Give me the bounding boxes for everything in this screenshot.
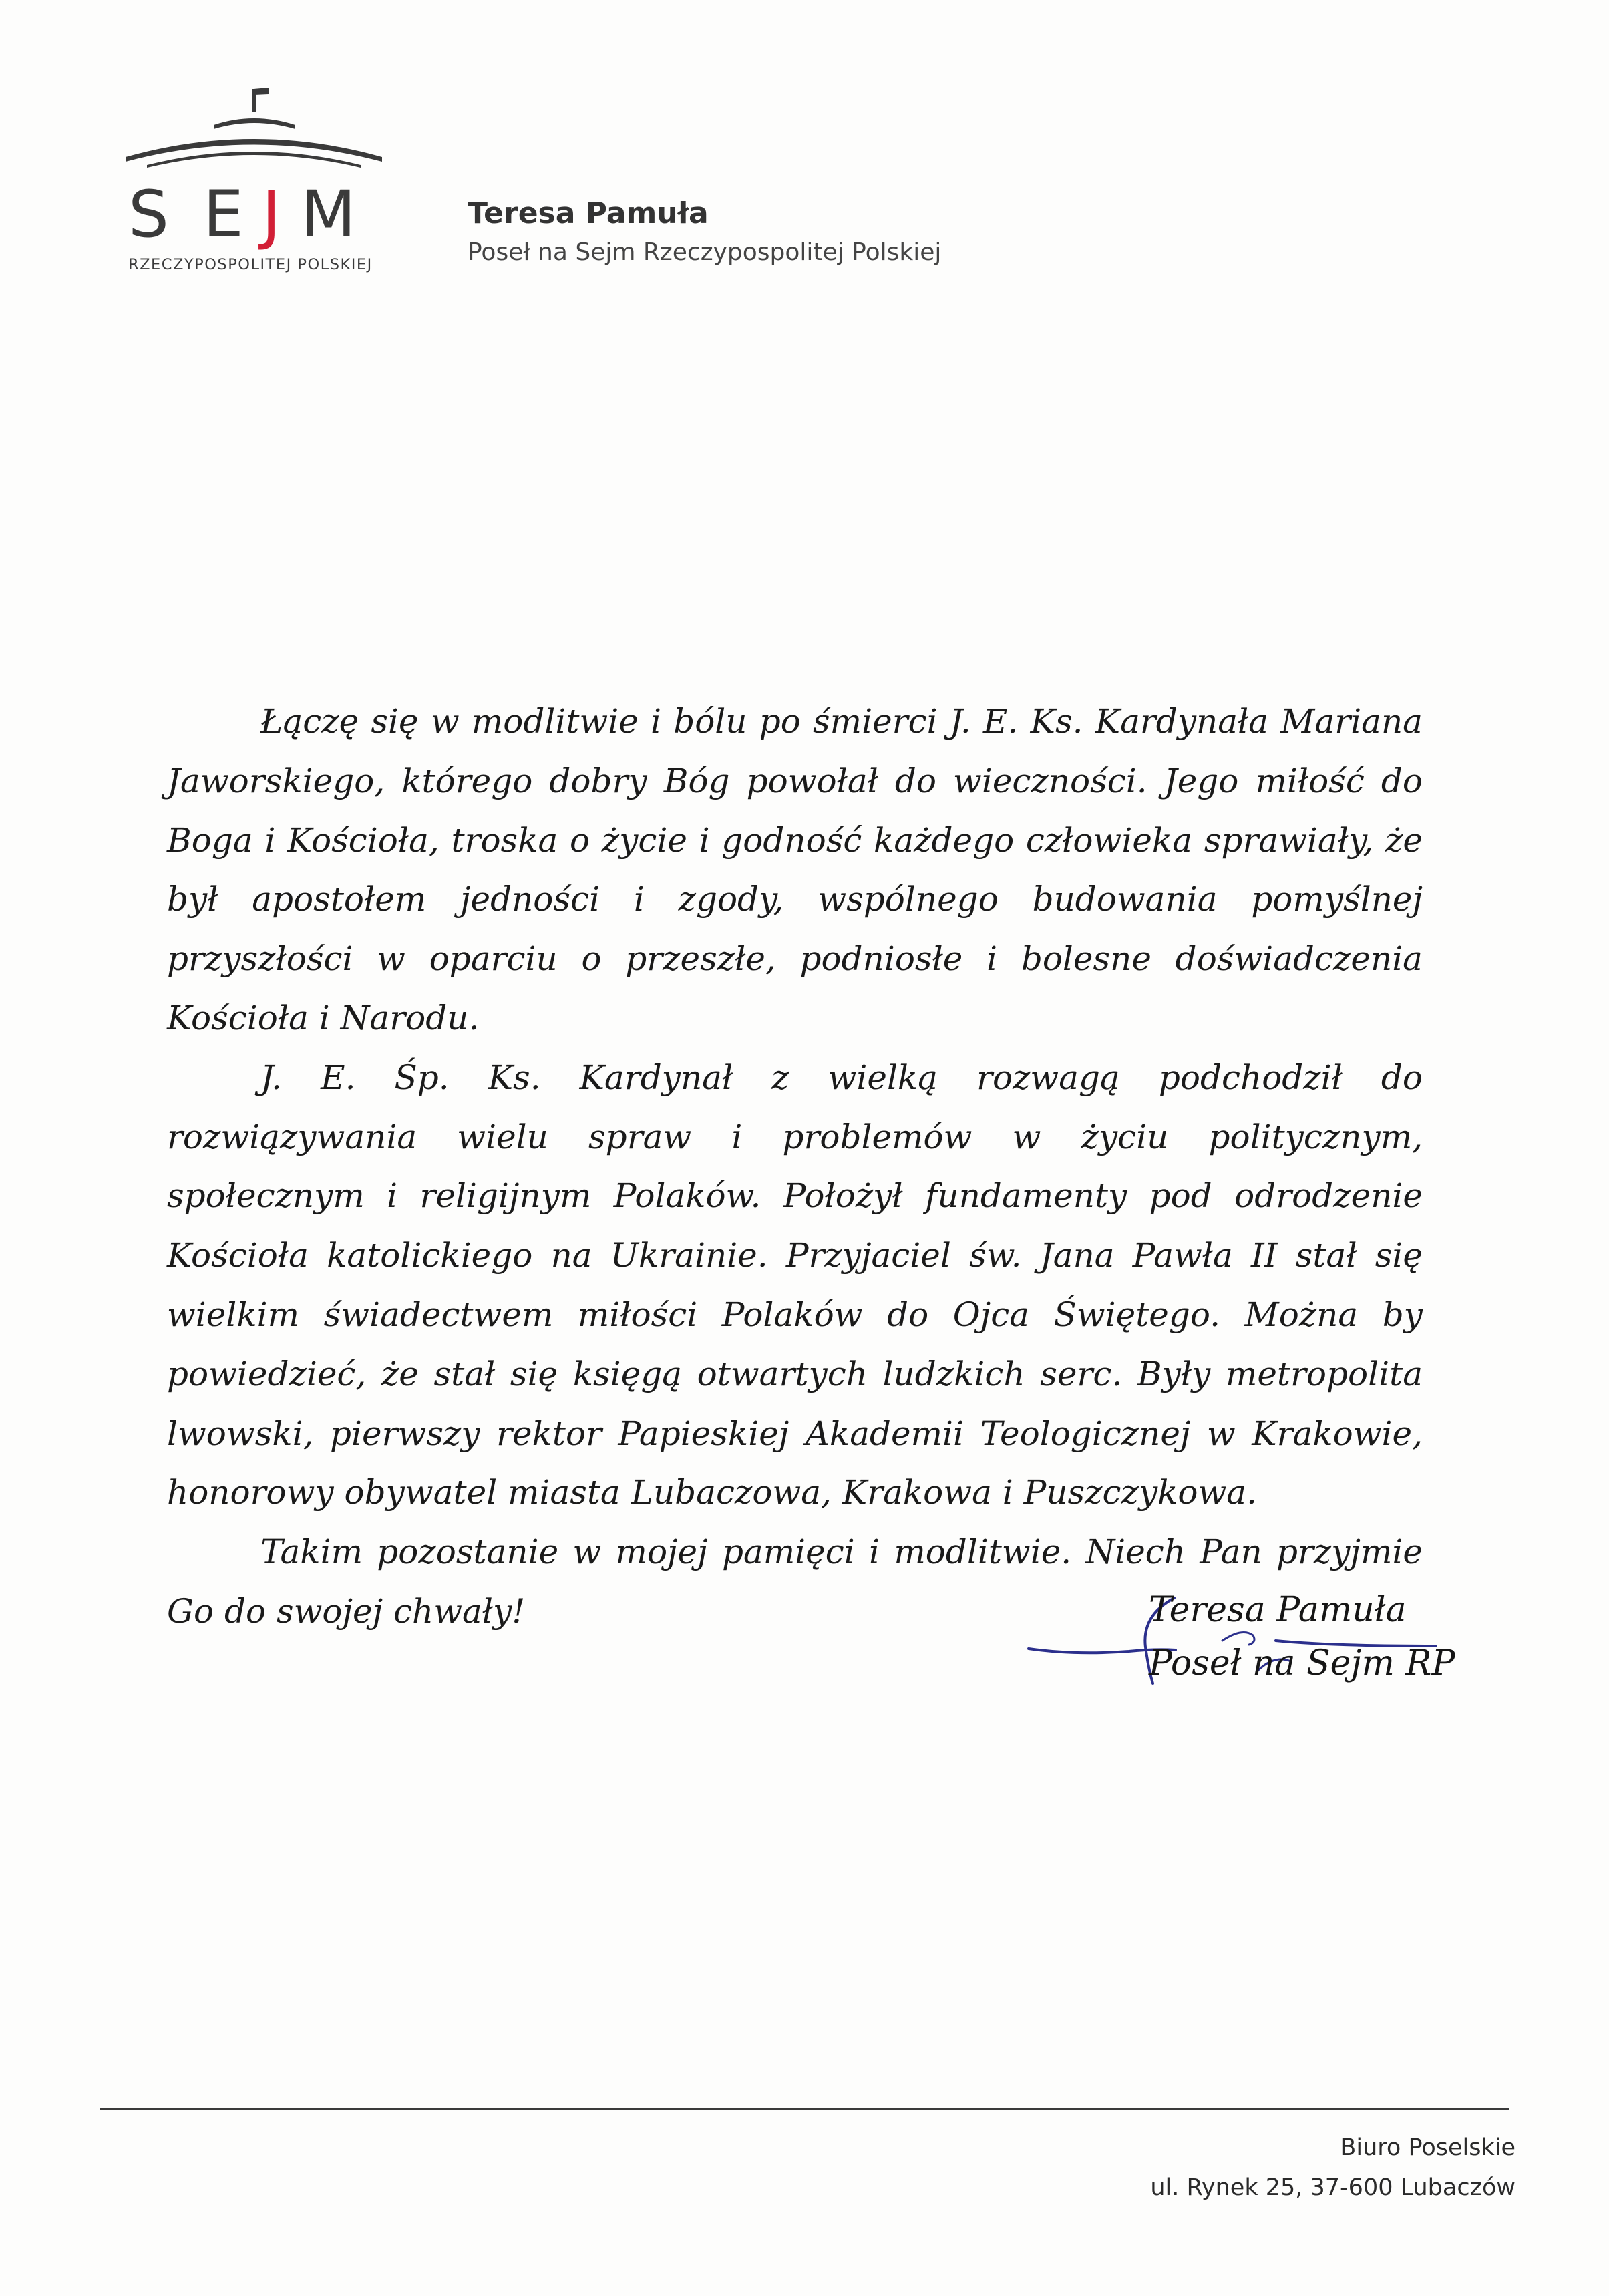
footer-office: Biuro Poselskie [1340,2134,1515,2161]
letter-body [167,692,1423,1641]
letter-paragraph: Takim pozostanie w mojej pamięci i modlitwie. Niech Pan przyjmie Go do swojej chwały! [167,1532,1423,1631]
signature-name: Teresa Pamuła [1149,1590,1407,1630]
footer-address [1150,2128,1515,2208]
logo-letter-red: J [262,177,281,252]
sender-name: Teresa Pamuła [468,196,709,230]
footer-divider [100,2108,1509,2110]
sender-block [468,195,941,273]
letter-paragraph: Łączę się w modlitwie i bólu po śmierci J. E. Ks. Kardynała Mariana Jaworskiego, którego dobry Bóg powołał do wieczności. Jego miłość do Boga i Kościoła, troska o życie i godność każdego człowieka sprawiały, że był apostołem jedności i zgody, wspólnego budowania pomyślnej przyszłości w oparciu o przeszłe, podniosłe i bolesne doświadczenia Kościoła i Narodu. [167,702,1423,1037]
logo-subtitle: RZECZYPOSPOLITEJ POLSKIEJ [128,256,373,273]
logo-letter: M [301,177,356,252]
sejm-logo [120,63,394,284]
logo-letter: E [203,177,244,252]
signature-block [1022,1577,1455,1710]
signature-title: Poseł na Sejm RP [1149,1643,1455,1683]
footer-street: ul. Rynek 25, 37-600 Lubaczów [1150,2174,1515,2201]
logo-letter: S [128,177,169,252]
sender-title: Poseł na Sejm Rzeczypospolitej Polskiej [468,238,942,266]
letter-paragraph: J. E. Śp. Ks. Kardynał z wielką rozwagą podchodził do rozwiązywania wielu spraw i problemów w życiu politycznym, społecznym i religijnym Polaków. Położył fundamenty pod odrodzenie Kościoła katolickiego na Ukrainie. Przyjaciel św. Jana Pawła II stał się wielkim świadectwem miłości Polaków do Ojca Świętego. Można by powiedzieć, że stał się księgą otwartych ludzkich serc. Były metropolita lwowski, pierwszy rektor Papieskiej Akademii Teologicznej w Krakowie, honorowy obywatel miasta Lubaczowa, Krakowa i Puszczykowa. [167,1057,1423,1512]
